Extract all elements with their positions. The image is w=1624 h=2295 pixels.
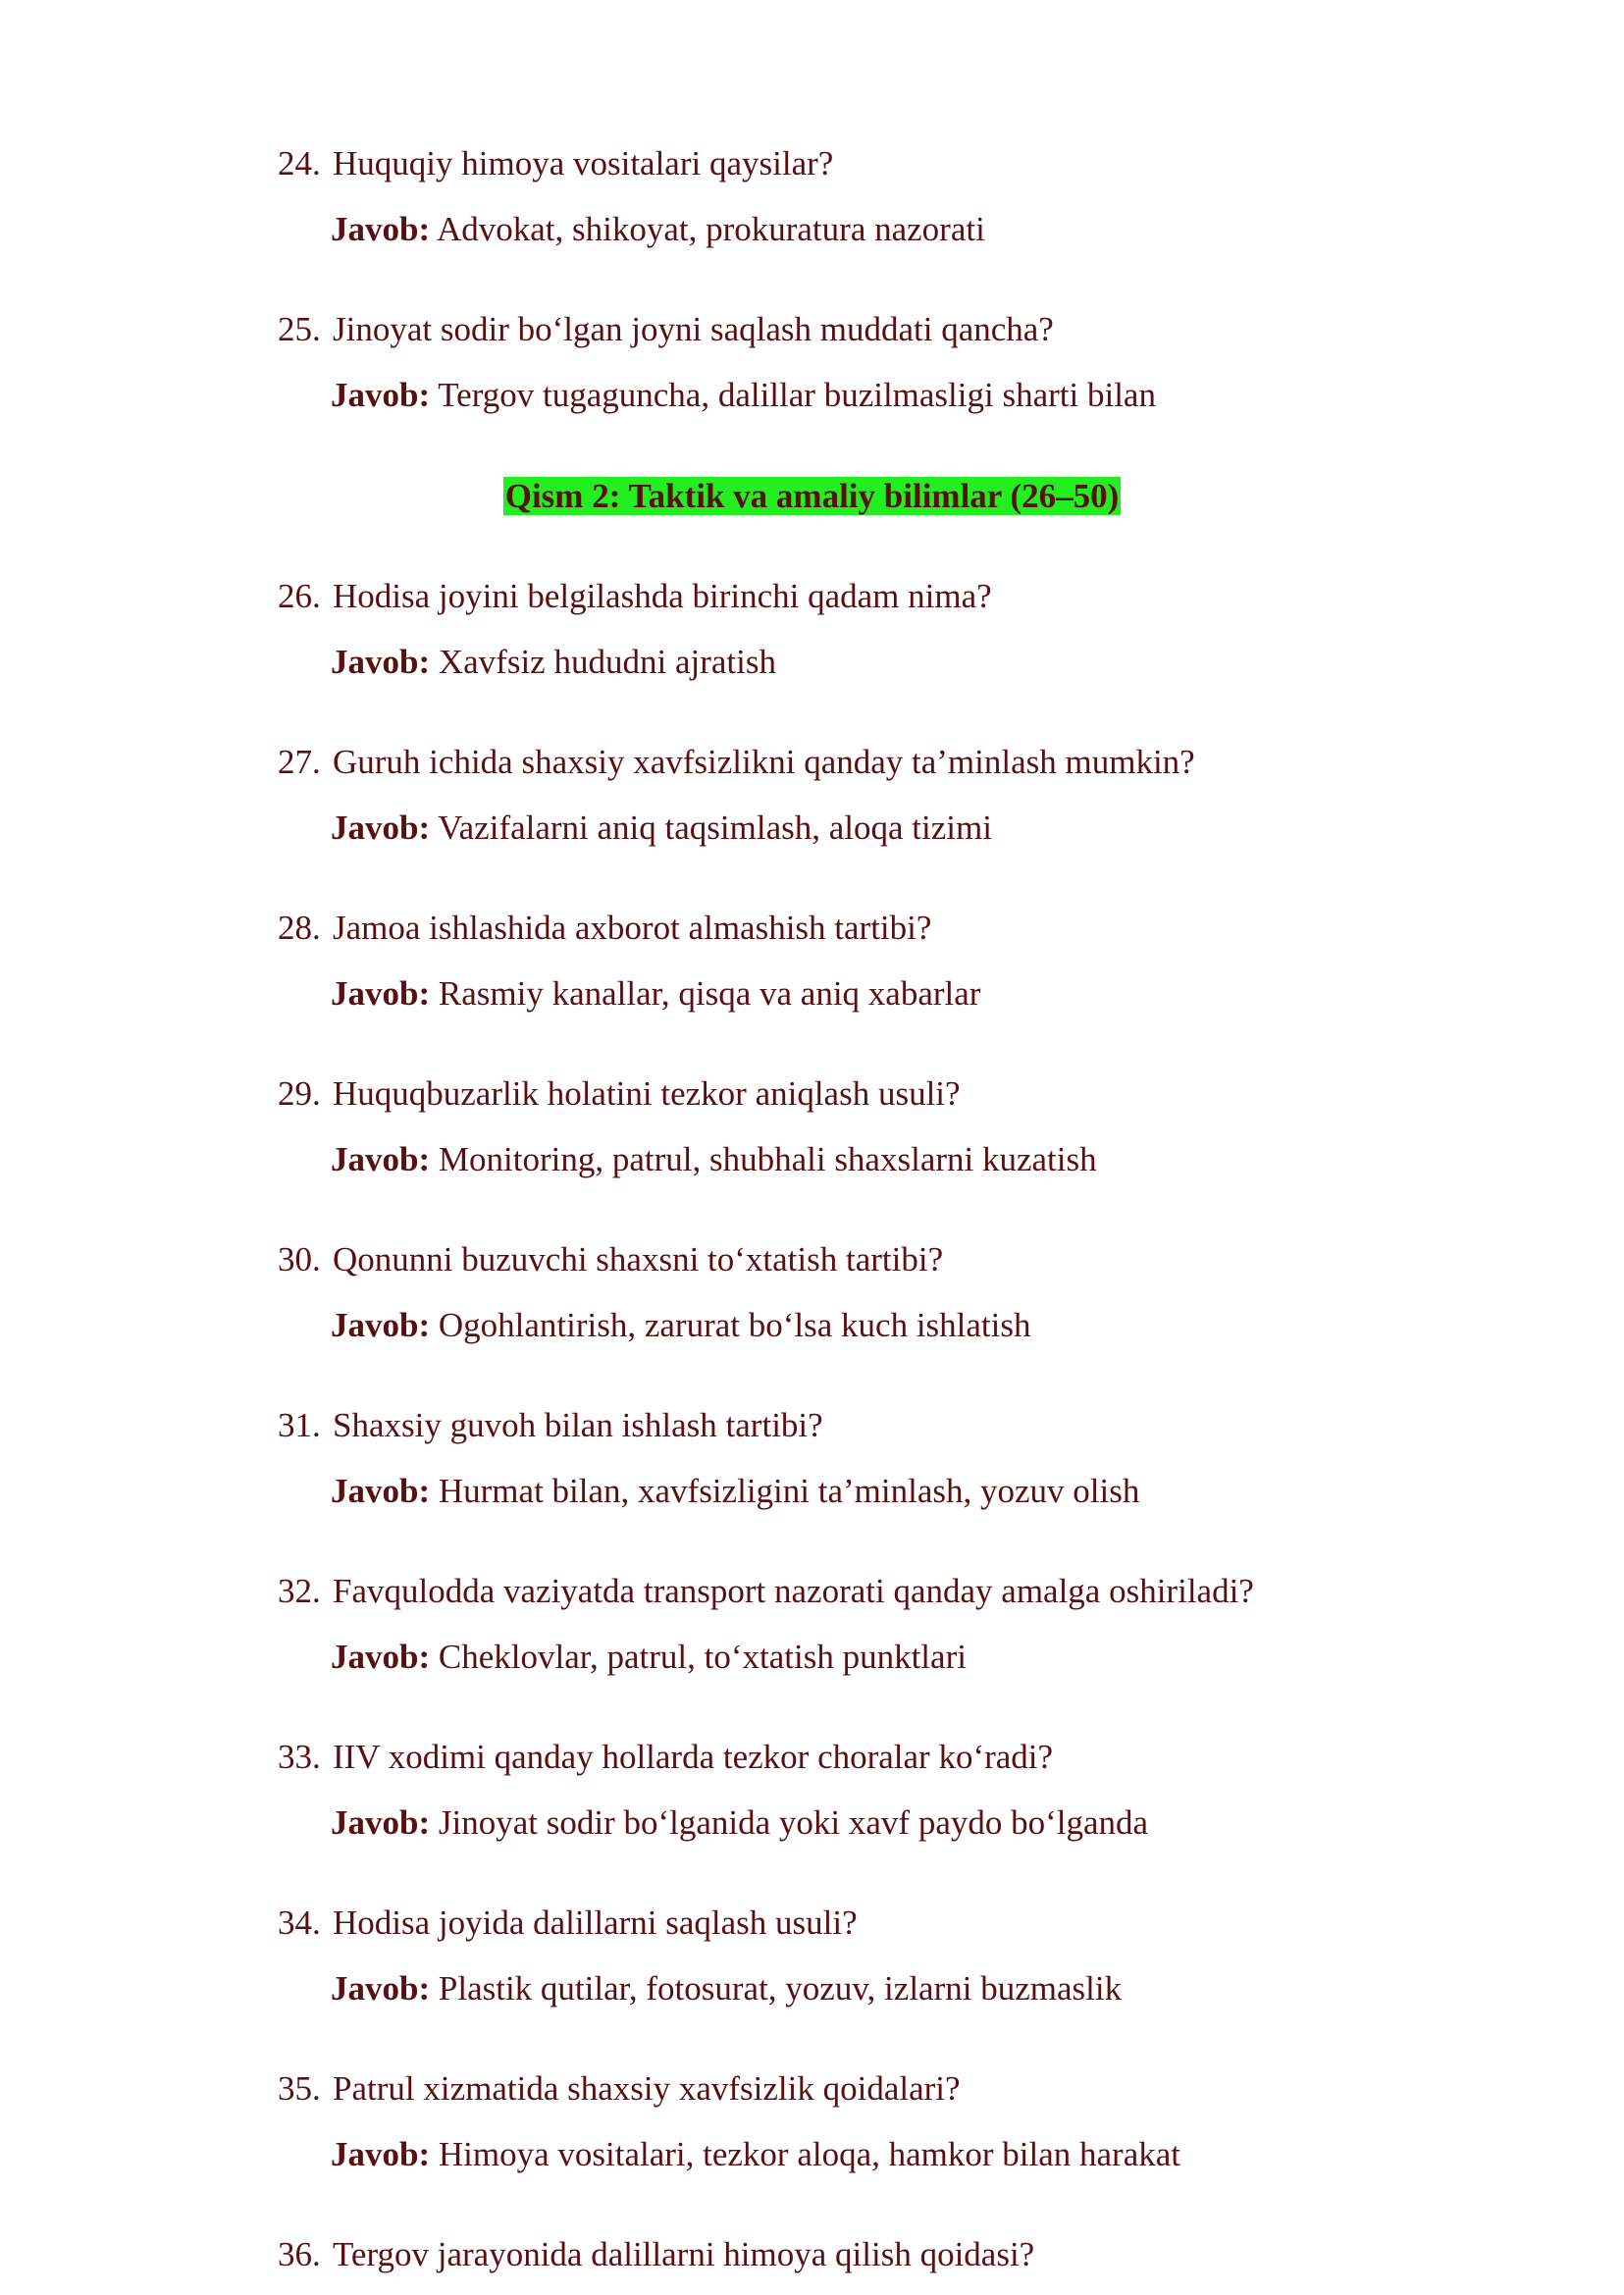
answer [278, 807, 1455, 850]
answer [278, 1801, 1455, 1845]
question-text: Jinoyat sodir boʻlgan joyni saqlash muddati qancha? [333, 310, 1054, 348]
answer-text: Cheklovlar, patrul, toʻxtatish punktlari [438, 1638, 967, 1676]
question-number: 32. [278, 1572, 321, 1610]
answer-text: Xavfsiz hududni ajratish [438, 643, 776, 681]
question [278, 1570, 1455, 1613]
qa-item-25 [278, 308, 1455, 417]
answer-text: Jinoyat sodir boʻlganida yoki xavf paydo boʻlganda [438, 1803, 1149, 1842]
question-text: IIV xodimi qanday hollarda tezkor choralar koʻradi? [333, 1738, 1054, 1776]
answer-text: Hurmat bilan, xavfsizligini ta’minlash, yozuv olish [438, 1472, 1140, 1510]
section-title: Qism 2: Taktik va amaliy bilimlar (26–50) [504, 477, 1120, 515]
question-number: 35. [278, 2069, 321, 2108]
question-number: 36. [278, 2235, 321, 2273]
question [278, 741, 1455, 784]
question [278, 1902, 1455, 1945]
answer [278, 1967, 1455, 2010]
answer-text: Rasmiy kanallar, qisqa va aniq xabarlar [438, 974, 981, 1013]
question [278, 1736, 1455, 1779]
qa-item-26 [278, 575, 1455, 684]
question-number: 25. [278, 310, 321, 348]
question [278, 907, 1455, 950]
answer-label: Javob: [331, 808, 431, 847]
question-number: 31. [278, 1406, 321, 1444]
answer-text: Tergov tugaguncha, dalillar buzilmasligi sharti bilan [438, 376, 1156, 414]
answer-text: Plastik qutilar, fotosurat, yozuv, izlarni buzmaslik [438, 1969, 1123, 2008]
answer [278, 972, 1455, 1016]
question-text: Tergov jarayonida dalillarni himoya qilish qoidasi? [333, 2235, 1035, 2273]
question-text: Huquqiy himoya vositalari qaysilar? [333, 144, 834, 183]
qa-item-31 [278, 1404, 1455, 1513]
question-number: 24. [278, 144, 321, 183]
answer-label: Javob: [331, 1969, 431, 2008]
question-number: 34. [278, 1904, 321, 1942]
question-text: Patrul xizmatida shaxsiy xavfsizlik qoidalari? [333, 2069, 961, 2108]
question-number: 33. [278, 1738, 321, 1776]
question-text: Huquqbuzarlik holatini tezkor aniqlash usuli? [333, 1074, 961, 1113]
answer [278, 1138, 1455, 1181]
answer [278, 641, 1455, 684]
qa-item-28 [278, 907, 1455, 1016]
answer-text: Advokat, shikoyat, prokuratura nazorati [436, 210, 985, 248]
question-text: Qonunni buzuvchi shaxsni toʻxtatish tartibi? [333, 1240, 944, 1278]
answer [278, 1636, 1455, 1679]
answer-label: Javob: [331, 1803, 431, 1842]
question-number: 29. [278, 1074, 321, 1113]
question [278, 1072, 1455, 1116]
answer-label: Javob: [331, 643, 431, 681]
answer-label: Javob: [331, 1140, 431, 1178]
question-number: 28. [278, 909, 321, 947]
question [278, 1238, 1455, 1281]
qa-item-24 [278, 142, 1455, 251]
question [278, 2233, 1455, 2276]
answer [278, 208, 1455, 251]
answer-label: Javob: [331, 376, 431, 414]
section-heading [0, 475, 1624, 518]
answer-label: Javob: [331, 210, 431, 248]
answer [278, 374, 1455, 417]
qa-item-36 [278, 2233, 1455, 2276]
qa-item-27 [278, 741, 1455, 850]
question [278, 2067, 1455, 2111]
question-text: Favqulodda vaziyatda transport nazorati qanday amalga oshiriladi? [333, 1572, 1254, 1610]
answer-label: Javob: [331, 1472, 431, 1510]
answer-label: Javob: [331, 974, 431, 1013]
answer-label: Javob: [331, 1306, 431, 1344]
answer-label: Javob: [331, 2135, 431, 2173]
answer [278, 2133, 1455, 2176]
qa-item-30 [278, 1238, 1455, 1347]
question-number: 27. [278, 743, 321, 781]
qa-item-34 [278, 1902, 1455, 2010]
answer-text: Monitoring, patrul, shubhali shaxslarni kuzatish [438, 1140, 1097, 1178]
qa-item-33 [278, 1736, 1455, 1845]
qa-item-32 [278, 1570, 1455, 1679]
question-number: 26. [278, 577, 321, 615]
answer-text: Vazifalarni aniq taqsimlash, aloqa tizimi [438, 808, 992, 847]
answer [278, 1304, 1455, 1347]
question [278, 1404, 1455, 1447]
question-number: 30. [278, 1240, 321, 1278]
answer [278, 1470, 1455, 1513]
answer-text: Ogohlantirish, zarurat boʻlsa kuch ishlatish [438, 1306, 1031, 1344]
answer-text: Himoya vositalari, tezkor aloqa, hamkor bilan harakat [438, 2135, 1180, 2173]
answer-label: Javob: [331, 1638, 431, 1676]
question-text: Shaxsiy guvoh bilan ishlash tartibi? [333, 1406, 823, 1444]
question [278, 308, 1455, 351]
qa-item-35 [278, 2067, 1455, 2176]
question [278, 575, 1455, 618]
question-text: Hodisa joyini belgilashda birinchi qadam nima? [333, 577, 992, 615]
qa-item-29 [278, 1072, 1455, 1181]
question-text: Hodisa joyida dalillarni saqlash usuli? [333, 1904, 858, 1942]
question-text: Guruh ichida shaxsiy xavfsizlikni qanday ta’minlash mumkin? [333, 743, 1195, 781]
question [278, 142, 1455, 185]
question-text: Jamoa ishlashida axborot almashish tartibi? [333, 909, 932, 947]
